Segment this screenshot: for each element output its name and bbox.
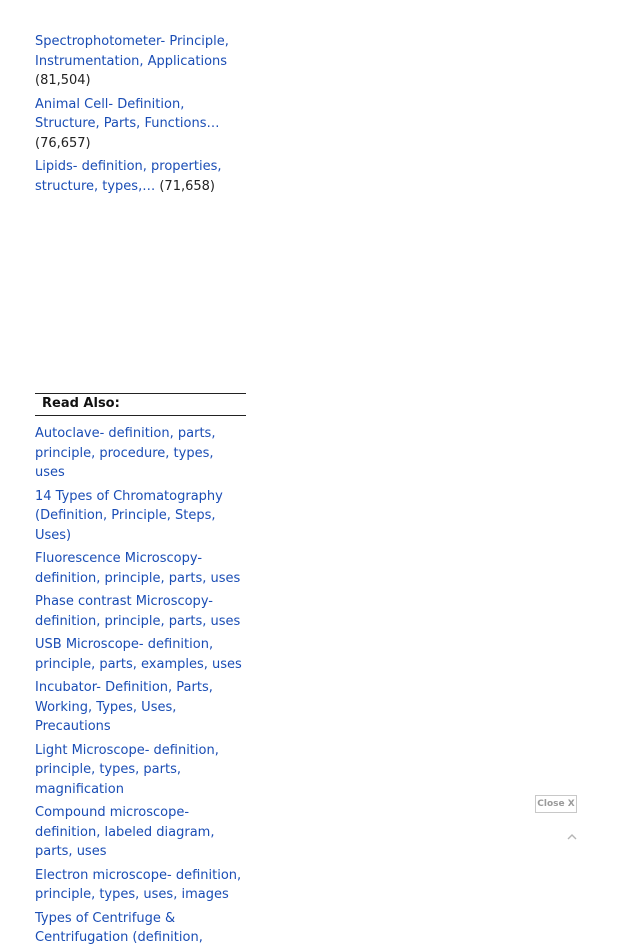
list-item: [35, 866, 246, 905]
list-item: [35, 424, 246, 483]
read-also-link[interactable]: Fluorescence Microscopy- definition, principle, parts, uses: [35, 551, 241, 586]
read-also-link[interactable]: Electron microscope- definition, principle, types, uses, images: [35, 867, 242, 902]
view-count: (76,657): [35, 135, 91, 151]
read-also-heading: Read Also:: [42, 396, 120, 411]
view-count: (71,658): [159, 178, 215, 194]
read-also-link[interactable]: 14 Types of Chromatography (Definition, Principle, Steps, Uses): [35, 488, 223, 543]
view-count: (81,504): [35, 73, 91, 88]
popular-posts-list: [35, 32, 246, 200]
popular-post-link[interactable]: Animal Cell- Definition, Structure, Parts, Functions…: [35, 96, 220, 131]
read-also-link[interactable]: Types of Centrifuge & Centrifugation (definition,: [35, 910, 203, 945]
list-item: [35, 741, 246, 800]
read-also-link[interactable]: Incubator- Definition, Parts, Working, Types, Uses, Precautions: [35, 680, 213, 734]
read-also-list: [35, 424, 246, 952]
read-also-link[interactable]: Phase contrast Microscopy- definition, principle, parts, uses: [35, 594, 241, 629]
popular-post-link[interactable]: Spectrophotometer- Principle, Instrumentation, Applications: [35, 34, 229, 69]
list-item: [35, 157, 246, 196]
popular-post-link[interactable]: Lipids- definition, properties, structure, types,…: [35, 159, 222, 194]
list-item: [35, 803, 246, 862]
read-also-link[interactable]: Compound microscope- definition, labeled diagram, parts, uses: [35, 805, 215, 859]
list-item: [35, 549, 246, 588]
close-ad-button[interactable]: Close X: [535, 795, 577, 813]
list-item: [35, 487, 246, 546]
list-item: [35, 32, 246, 91]
list-item: [35, 592, 246, 631]
chevron-up-icon[interactable]: [565, 830, 579, 844]
read-also-header: [35, 393, 246, 416]
read-also-link[interactable]: Autoclave- definition, parts, principle, procedure, types, uses: [35, 426, 216, 480]
read-also-link[interactable]: USB Microscope- definition, principle, parts, examples, uses: [35, 637, 242, 672]
list-item: [35, 635, 246, 674]
list-item: [35, 95, 246, 154]
read-also-link[interactable]: Light Microscope- definition, principle, types, parts, magnification: [35, 742, 219, 797]
list-item: [35, 909, 246, 948]
list-item: [35, 678, 246, 737]
